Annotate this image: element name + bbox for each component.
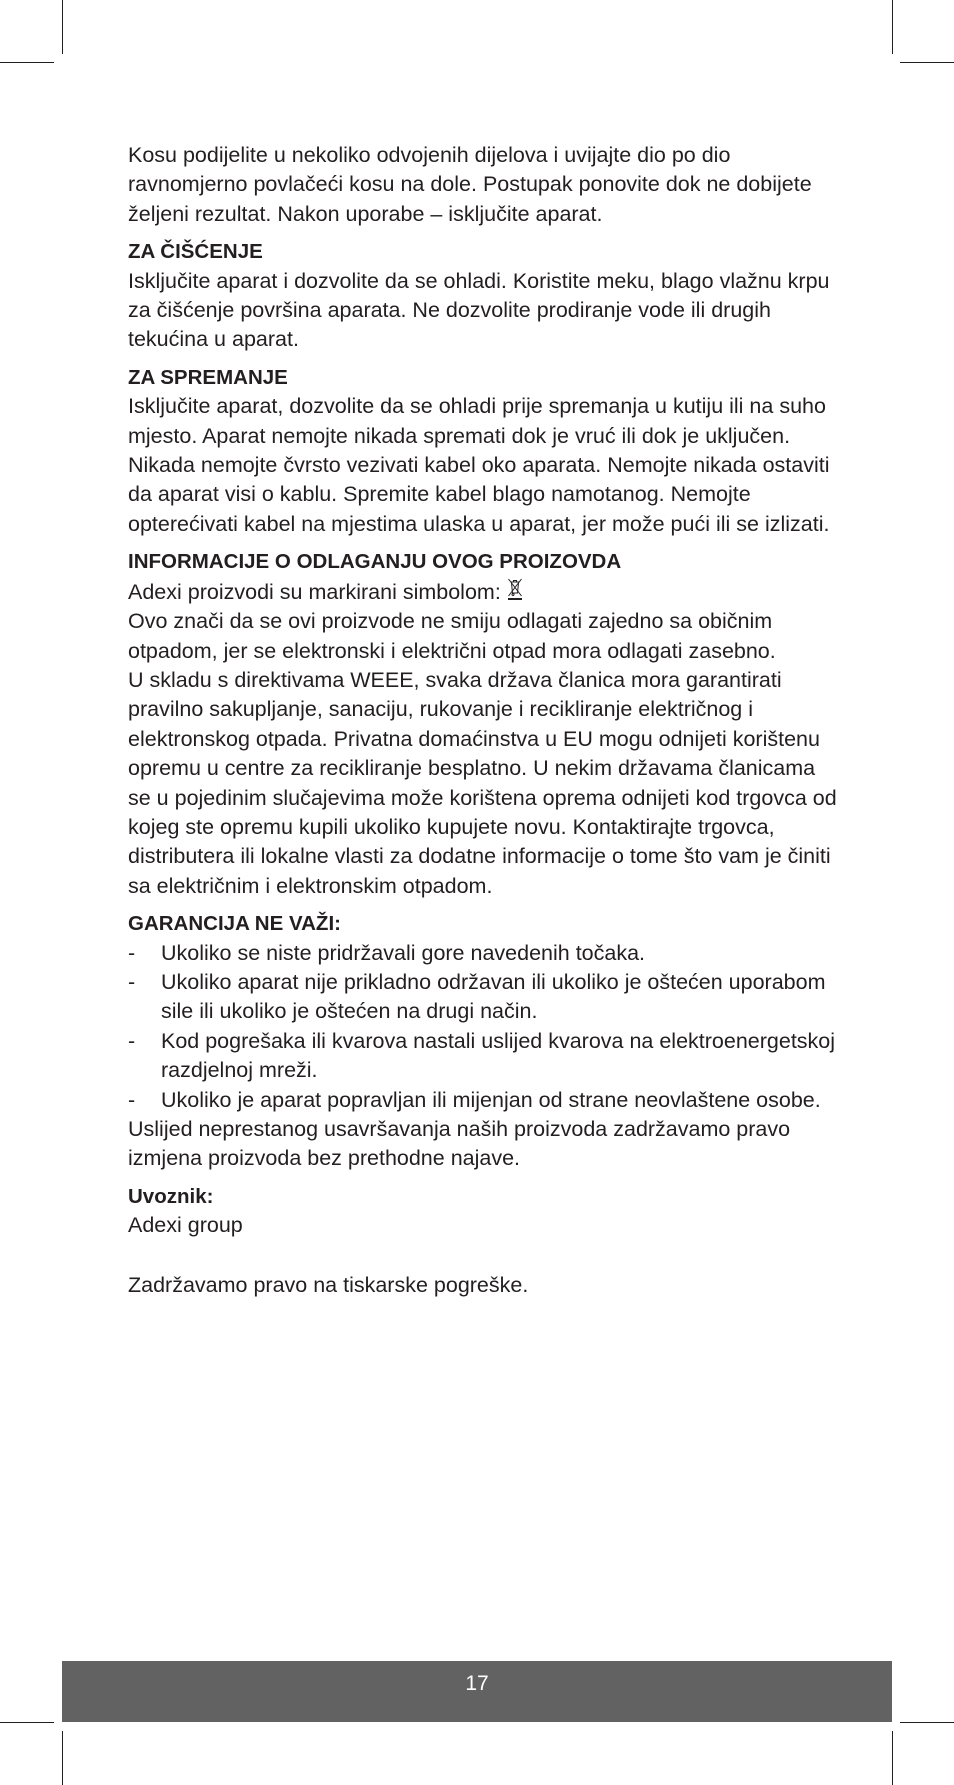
manual-page-content xyxy=(128,141,840,1300)
list-item-text: Ukoliko se niste pridržavali gore navedenih točaka. xyxy=(161,940,646,965)
importer-name: Adexi group xyxy=(128,1213,243,1238)
list-item-text: Ukoliko je aparat popravljan ili mijenjan od strane neovlaštene osobe. xyxy=(161,1087,821,1112)
list-item-text: Ukoliko aparat nije prikladno održavan ili ukoliko je oštećen uporabom sile ili ukoliko je oštećen na drugi način. xyxy=(161,969,826,1024)
crop-mark xyxy=(892,0,893,54)
crop-mark xyxy=(892,1731,893,1785)
disposal-paragraph: Ovo znači da se ovi proizvode ne smiju odlagati zajedno sa običnim otpadom, jer se elektronski i električni otpad mora odlagati zasebno. xyxy=(128,609,776,663)
page-number: 17 xyxy=(465,1672,489,1695)
list-dash: - xyxy=(128,969,136,994)
storage-heading: ZA SPREMANJE xyxy=(128,365,288,389)
cleaning-heading: ZA ČIŠĆENJE xyxy=(128,240,263,264)
list-item xyxy=(128,1086,840,1115)
disposal-symbol-text: Adexi proizvodi su markirani simbolom: xyxy=(128,579,501,604)
list-dash: - xyxy=(128,1087,136,1112)
cleaning-paragraph: Isključite aparat i dozvolite da se ohladi. Koristite meku, blago vlažnu krpu za čišćenje površina aparata. Ne dozvolite prodiranje vode ili drugih tekućina u aparat. xyxy=(128,268,830,352)
crop-mark xyxy=(62,0,63,54)
list-item xyxy=(128,1027,840,1086)
crop-mark xyxy=(900,1722,954,1723)
storage-cable-paragraph: Nikada nemojte čvrsto vezivati kabel oko aparata. Nemojte nikada ostaviti da aparat visi o kablu. Spremite kabel blago namotanog. Nemojte opterećivati kabel na mjestima ulaska u aparat, jer može pući ili se izlizati. xyxy=(128,453,830,536)
crop-mark xyxy=(0,1722,54,1723)
warranty-heading: GARANCIJA NE VAŽI: xyxy=(128,912,341,936)
list-item xyxy=(128,939,840,968)
list-dash: - xyxy=(128,940,136,965)
disclaimer: Zadržavamo pravo na tiskarske pogreške. xyxy=(128,1272,529,1297)
list-item xyxy=(128,968,840,1027)
importer-label: Uvoznik: xyxy=(128,1184,214,1208)
warranty-list xyxy=(128,939,840,1115)
crossed-out-wheelie-bin-icon xyxy=(507,577,523,601)
list-item-text: Kod pogrešaka ili kvarova nastali uslijed kvarova na elektroenergetskoj razdjelnoj mreži. xyxy=(161,1028,836,1083)
weee-paragraph: U skladu s direktivama WEEE, svaka država članica mora garantirati pravilno sakupljanje, sanaciju, rukovanje i recikliranje električnog i elektronskog otpada. Privatna domaćinstva u EU mogu odnijeti korištenu opremu u centre za recikliranje besplatno. U nekim državama članicama se u pojedinim slučajevima može korištena oprema odnijeti kod trgovca od kojeg ste opremu kupili ukoliko kupujete novu. Kontaktirajte trgovca, distributera ili lokalne vlasti za dodatne informacije o tome što vam je činiti sa električnim i elektronskim otpadom. xyxy=(128,667,837,898)
storage-paragraph: Isključite aparat, dozvolite da se ohladi prije spremanja u kutiju ili na suho mjesto. Aparat nemojte nikada spremati dok je vruć ili dok je uključen. xyxy=(128,394,826,448)
crop-mark xyxy=(0,62,54,63)
footer-bar xyxy=(62,1661,892,1722)
list-dash: - xyxy=(128,1028,136,1053)
disposal-symbol-line xyxy=(128,577,840,607)
crop-mark xyxy=(900,62,954,63)
intro-paragraph: Kosu podijelite u nekoliko odvojenih dijelova i uvijajte dio po dio ravnomjerno povlačeći kosu na dole. Postupak ponovite dok ne dobijete željeni rezultat. Nakon uporabe – isključite aparat. xyxy=(128,143,812,226)
disposal-heading: INFORMACIJE O ODLAGANJU OVOG PROIZOVDA xyxy=(128,550,622,574)
warranty-closing-paragraph: Uslijed neprestanog usavršavanja naših proizvoda zadržavamo pravo izmjena proizvoda bez prethodne najave. xyxy=(128,1117,791,1171)
crop-mark xyxy=(62,1731,63,1785)
